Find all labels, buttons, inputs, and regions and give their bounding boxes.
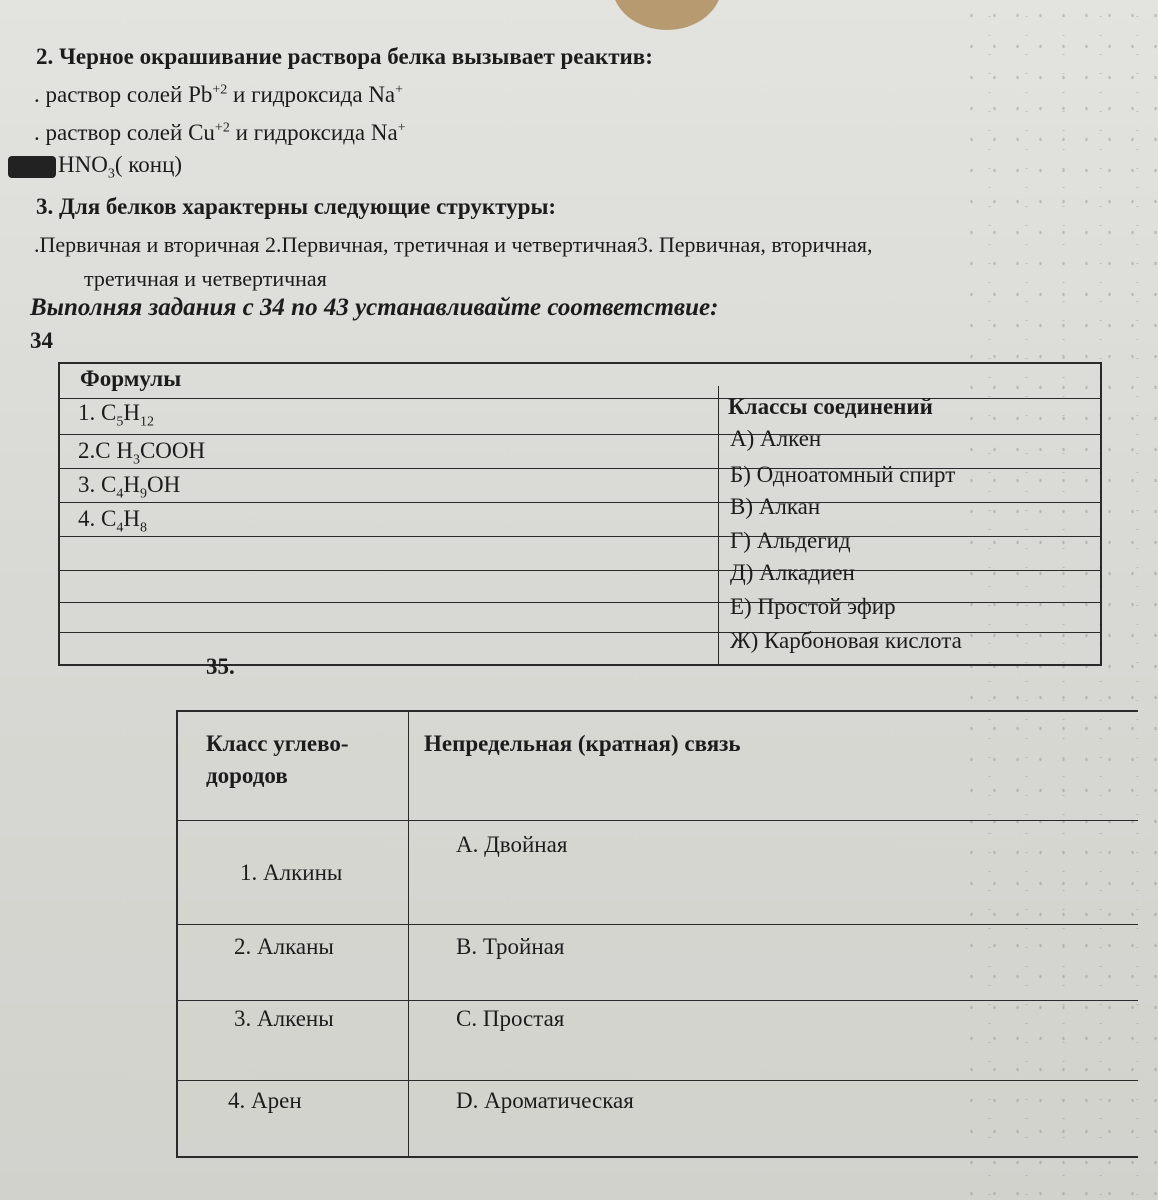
table34-line <box>58 536 1102 537</box>
ink-blot <box>8 156 56 178</box>
q32-option-3: $HNO_3$( конц) <box>8 152 182 183</box>
table35-header-class <box>206 728 349 792</box>
table35-line <box>176 1000 1138 1001</box>
bond-a: A. Двойная <box>456 832 568 857</box>
bond-d: D. Ароматическая <box>456 1088 634 1113</box>
class-a: А) Алкен <box>730 426 822 451</box>
task34-number: 34 <box>30 328 53 353</box>
class-g: Г) Альдегид <box>730 528 851 553</box>
table34-line <box>58 434 1102 435</box>
q33-title: 3. Для белков характерны следующие структуры: <box>36 194 557 219</box>
table34-line <box>58 398 1102 399</box>
table35-line <box>176 924 1138 925</box>
bond-c: C. Простая <box>456 1006 565 1031</box>
class-v: В) Алкан <box>730 494 821 519</box>
hydrocarbon-1: 1. Алкины <box>240 860 343 885</box>
formula-3: 3. $C_4H_9OH$ <box>78 472 181 502</box>
task34-table <box>58 362 1102 666</box>
class-zh: Ж) Карбоновая кислота <box>730 628 962 653</box>
class-e: Е) Простой эфир <box>730 594 896 619</box>
hydrocarbon-3: 3. Алкены <box>234 1006 334 1031</box>
table34-header-formulas: Формулы <box>80 366 182 391</box>
table35-header-class-line-1: Класс углево- <box>206 731 349 756</box>
class-d: Д) Алкадиен <box>730 560 855 585</box>
table35-header-class-line-2: дородов <box>206 763 288 788</box>
q32-option-1: . раствор солей $Pb^{+2}$ и гидроксида Na+ <box>34 82 404 107</box>
table35-header-bond: Непредельная (кратная) связь <box>424 731 741 756</box>
hydrocarbon-2: 2. Алканы <box>234 934 334 959</box>
table34-line <box>58 602 1102 603</box>
table34-line <box>58 570 1102 571</box>
formula-4: 4. $C_4H_8$ <box>78 506 147 536</box>
table34-header-classes: Классы соединений <box>728 394 933 419</box>
table35-line <box>176 820 1138 821</box>
instruction: Выполняя задания с 34 по 43 устанавливайте соответствие: <box>30 294 719 321</box>
table34-line <box>58 502 1102 503</box>
formula-2: 2.C $H_3COOH$ <box>78 438 206 468</box>
task35-number: 35. <box>206 654 235 679</box>
table34-divider <box>718 386 719 666</box>
task35-table <box>176 710 1138 1158</box>
hydrocarbon-4: 4. Арен <box>228 1088 302 1113</box>
q33-line-2: третичная и четвертичная <box>84 266 327 291</box>
table35-divider <box>408 710 409 1158</box>
q32-option-2: . раствор солей $Cu^{+2}$ и гидроксида Na+ <box>34 120 406 145</box>
q33-line-1: .Первичная и вторичная 2.Первичная, третичная и четвертичная3. Первичная, вторичная, <box>34 232 873 257</box>
table34-frame <box>58 362 1102 666</box>
formula-1: 1. $C_5H_{12}$ <box>78 400 154 430</box>
table35-line <box>176 1080 1138 1081</box>
bond-b: B. Тройная <box>456 934 565 959</box>
class-b: Б) Одноатомный спирт <box>730 462 956 487</box>
q32-title: 2. Черное окрашивание раствора белка вызывает реактив: <box>36 44 653 69</box>
